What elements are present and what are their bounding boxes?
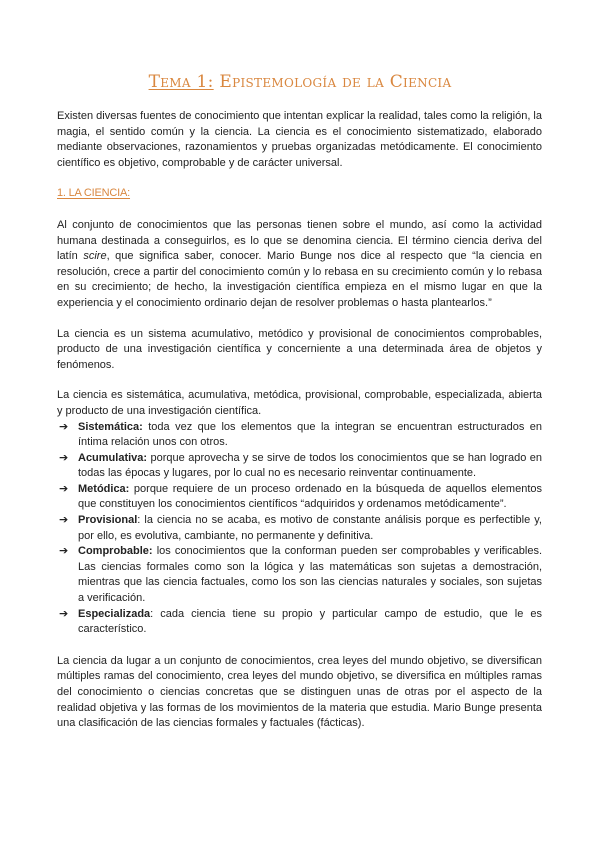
list-item — [57, 482, 542, 513]
document-body — [57, 109, 542, 732]
list-item — [57, 607, 542, 638]
list-item — [57, 420, 542, 451]
paragraph-definition — [57, 218, 542, 312]
list-item — [57, 544, 542, 606]
list-item-text: porque requiere de un proceso ordenado en la búsqueda de aquellos elementos que constituyen los conocimientos científicos “adquiridos y ordenamos metódicamente”. — [78, 482, 542, 511]
arrow-icon: ➔ — [59, 451, 69, 464]
arrow-icon: ➔ — [59, 514, 69, 527]
list-item-term: Especializada — [78, 607, 151, 620]
list-item — [57, 451, 542, 482]
arrow-icon: ➔ — [59, 607, 69, 620]
paragraph-system: La ciencia es un sistema acumulativo, metódico y provisional de conocimientos comprobables, producto de una investigación científica y concerniente a una determinada área de objetos y fenómenos. — [57, 327, 542, 371]
latin-word: scire — [83, 250, 107, 263]
list-item-text: los conocimientos que la conforman pueden ser comprobables y verificables. Las ciencias formales como son la lógica y las matemáticas son sujetas a demostración, mientras que las ciencia factuales, como los son las ciencias naturales y sociales, son sujetas a verificación. — [78, 545, 542, 605]
list-item-term: Sistemática: — [78, 420, 143, 433]
paragraph-conclusion: La ciencia da lugar a un conjunto de conocimientos, crea leyes del mundo objetivo, se diversifican múltiples ramas del conocimiento, crea leyes del mundo objetivo, se diversifica en múltiples ramas del conocimiento o ciencias concretas que se distinguen unas de otras por el aspecto de la realidad objetiva y las formas de los movimientos de la materia que estudia. Mario Bunge presenta una clasificación de las ciencias formales y factuales (fácticas). — [57, 654, 542, 730]
intro-paragraph: Existen diversas fuentes de conocimiento que intentan explicar la realidad, tales como la religión, la magia, el sentido común y la ciencia. La ciencia es el conocimiento sistematizado, elaborado mediante observaciones, razonamientos y pruebas organizadas metódicamente. El conocimiento científico es objetivo, comprobable y de carácter universal. — [57, 110, 542, 169]
characteristics-list — [57, 420, 542, 638]
paragraph-characteristics-intro: La ciencia es sistemática, acumulativa, metódica, provisional, comprobable, especializada, abierta y producto de una investigación científica. — [57, 389, 542, 417]
list-item — [57, 513, 542, 544]
list-item-term: Provisional — [78, 514, 138, 527]
page-title — [0, 72, 600, 92]
list-item-text: : cada ciencia tiene su propio y particular campo de estudio, que le es característico. — [78, 607, 542, 636]
list-item-term: Comprobable: — [78, 545, 153, 558]
section-heading: 1. LA CIENCIA: — [57, 187, 131, 200]
list-item-term: Acumulativa: — [78, 451, 148, 464]
paragraph-definition-part2: , que significa saber, conocer. Mario Bunge nos dice al respecto que “la ciencia en resolución, crece a partir del conocimiento común y lo rebasa en su crecimiento común y lo rebasa en su crecimiento; de hecho, la investigación científica empieza en el mismo lugar en que la experiencia y el conocimiento ordinario dejan de resolver problemas o hasta plantearlos.” — [57, 250, 542, 309]
list-item-text: toda vez que los elementos que la integran se encuentran estructurados en íntima relación unos con otros. — [78, 420, 542, 449]
title-prefix: Tema 1: — [148, 72, 214, 92]
list-item-term: Metódica: — [78, 482, 130, 495]
arrow-icon: ➔ — [59, 545, 69, 558]
arrow-icon: ➔ — [59, 420, 69, 433]
title-rest: Epistemología de la Ciencia — [213, 72, 452, 92]
arrow-icon: ➔ — [59, 482, 69, 495]
list-item-text: : la ciencia no se acaba, es motivo de constante análisis porque es perfectible y, por ello, es evolutiva, cambiante, no permanente y definitiva. — [78, 514, 542, 542]
list-item-text: porque aprovecha y se sirve de todos los conocimientos que se han logrado en todas las épocas y lugares, por lo cual no es necesario reinventar continuamente. — [78, 451, 542, 480]
paragraph-definition-part1: Al conjunto de conocimientos que las personas tienen sobre el mundo, así como la actividad humana destinada a conseguirlos, es lo que se denomina ciencia. El término ciencia deriva del latín — [57, 218, 542, 263]
